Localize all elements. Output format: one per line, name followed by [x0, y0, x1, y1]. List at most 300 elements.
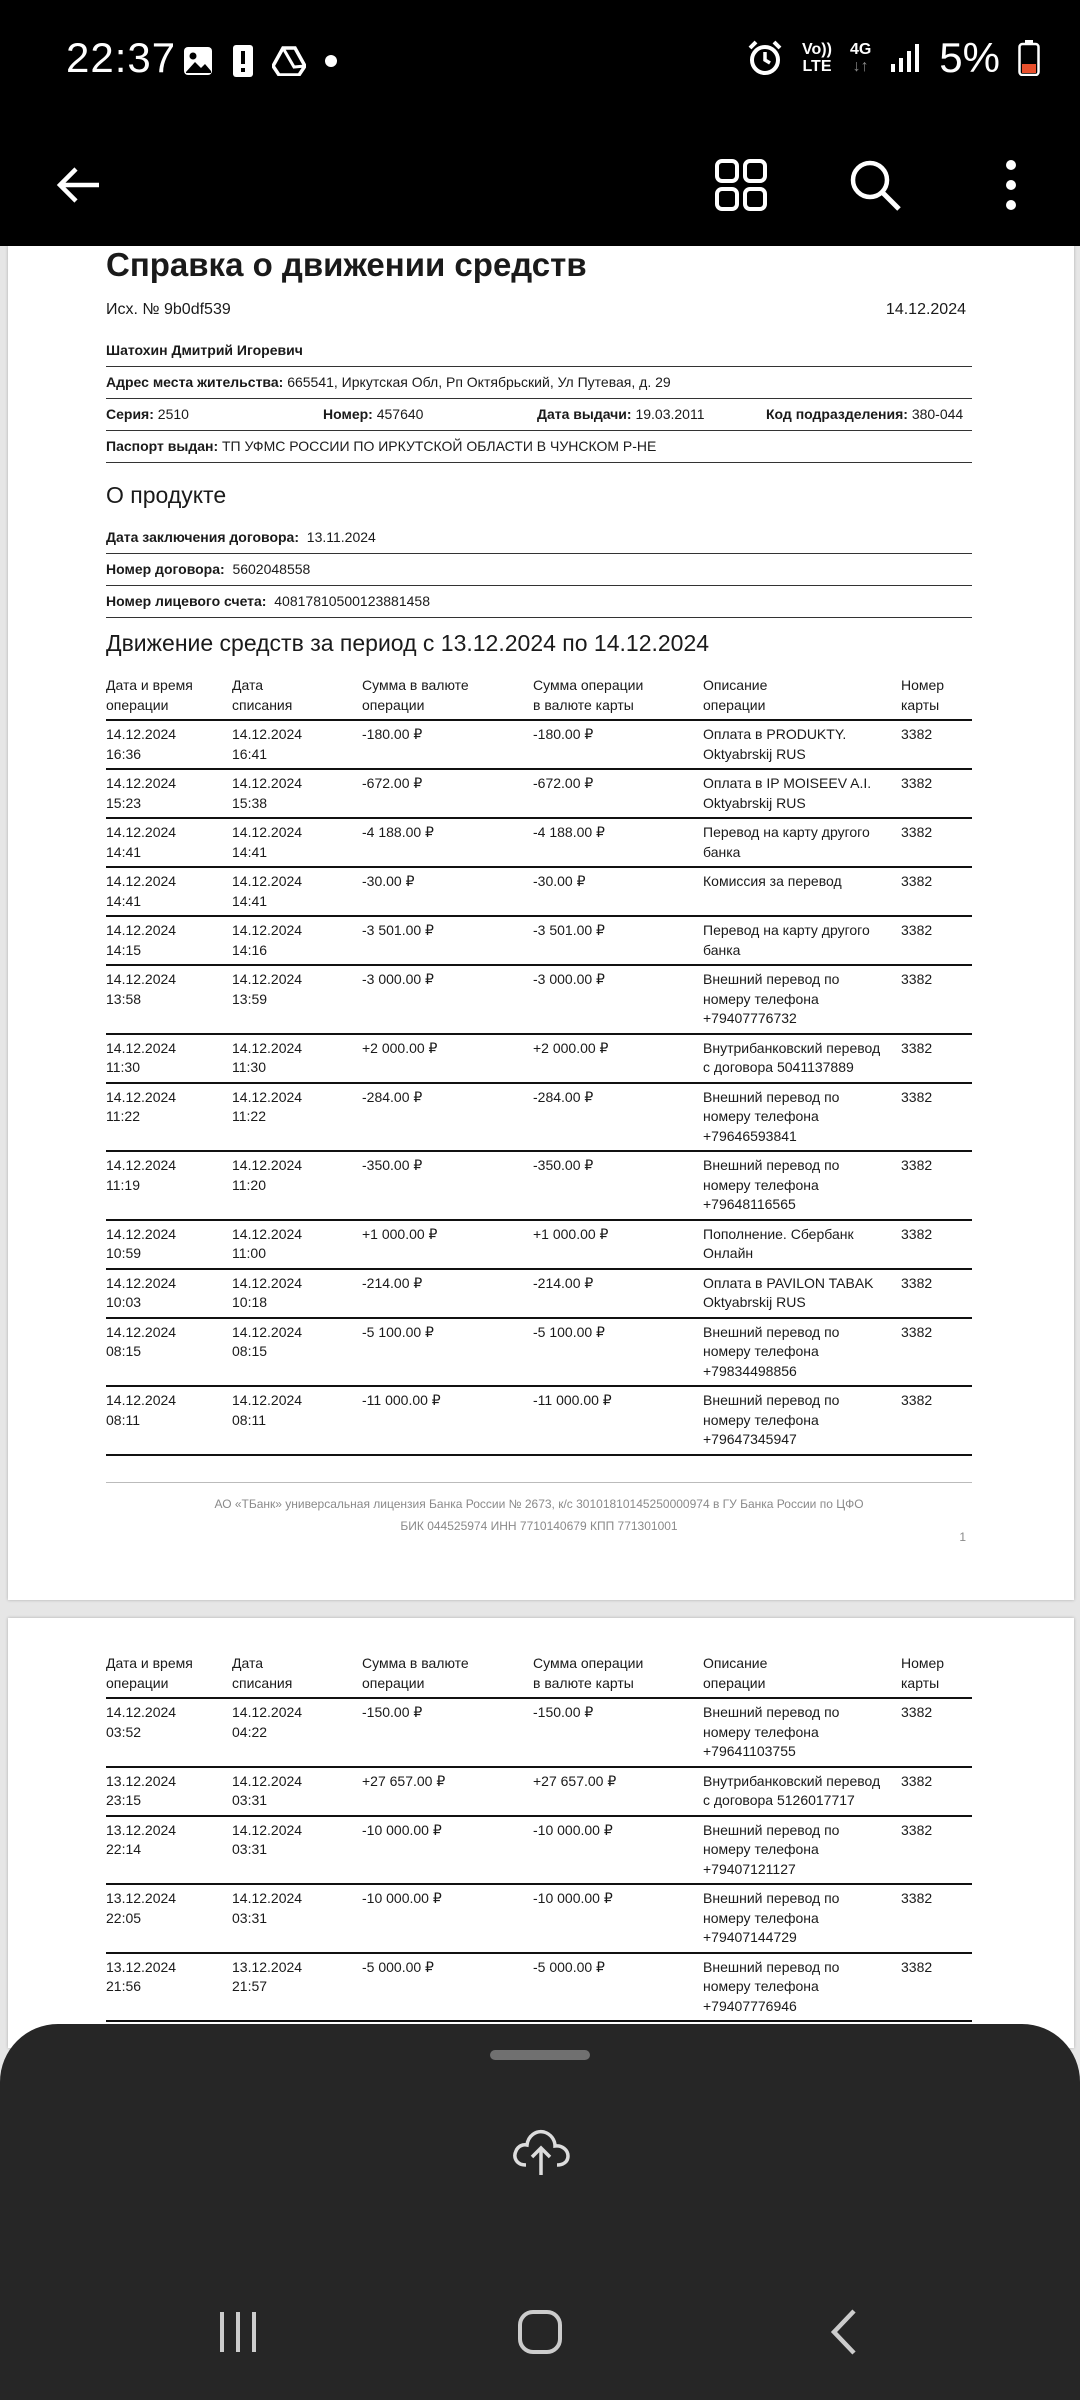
cell-line: 14.12.2024 [232, 1392, 303, 1408]
product-heading: О продукте [106, 482, 227, 508]
column-header-line: операции [106, 696, 169, 713]
alert-icon [232, 44, 254, 78]
cell-line: 13.12.2024 [106, 1772, 177, 1789]
signal-icon [889, 42, 921, 74]
cell-debit-date [232, 965, 362, 1034]
cell-line: номеру телефона [703, 1108, 819, 1124]
column-header-card-number [901, 674, 972, 720]
column-header-line: Сумма операции [533, 1655, 644, 1671]
data-arrows: ↓↑ [852, 58, 869, 75]
cell-line: -30.00 ₽ [533, 873, 586, 889]
cell-line: -3 501.00 ₽ [533, 922, 605, 938]
status-bar [0, 0, 1080, 122]
column-header-line: Дата [232, 1655, 264, 1671]
cell-operation-datetime [106, 1083, 232, 1152]
cell-description [703, 720, 901, 769]
cell-line: 14.12.2024 [232, 922, 303, 938]
column-header-line: операции [362, 1674, 425, 1691]
cell-line: -4 188.00 ₽ [533, 824, 605, 840]
cell-line: 3382 [901, 922, 933, 938]
cell-line: +27 657.00 ₽ [362, 1772, 446, 1789]
cell-line: 11:30 [106, 1059, 140, 1075]
cell-amount-operation-currency [362, 1884, 533, 1953]
table-row [106, 769, 972, 818]
column-header-line: Дата и время [106, 1655, 193, 1671]
status-icons-right [746, 34, 1040, 82]
cell-card-number [901, 1151, 972, 1220]
transactions-table-page-2 [106, 1652, 972, 2048]
cell-amount-card-currency [533, 916, 703, 965]
division-value: 380-044 [911, 406, 964, 422]
column-header-line: списания [232, 1674, 293, 1691]
bottom-sheet [0, 2024, 1080, 2400]
cell-amount-card-currency [533, 1151, 703, 1220]
table-row [106, 1767, 972, 1816]
cell-line: -180.00 ₽ [533, 726, 594, 742]
cell-line: 14:41 [106, 843, 142, 860]
column-header-description [703, 1652, 901, 1698]
cell-line: 14:15 [106, 941, 142, 958]
cell-line: 14.12.2024 [232, 1704, 303, 1720]
cell-line: Oktyabrskij RUS [703, 794, 806, 811]
cell-amount-card-currency [533, 965, 703, 1034]
cell-line: -11 000.00 ₽ [533, 1392, 612, 1408]
cell-line: 14:41 [106, 892, 142, 909]
cell-card-number [901, 867, 972, 916]
cell-line: 10:59 [106, 1245, 142, 1261]
cell-card-number [901, 818, 972, 867]
cell-line: 3382 [901, 1821, 933, 1838]
column-header-amount-operation-currency [362, 674, 533, 720]
home-icon [516, 2308, 564, 2356]
cell-line: 14.12.2024 [106, 1157, 177, 1173]
contract-date-row [106, 522, 972, 554]
account-number-row [106, 586, 972, 618]
cell-description [703, 818, 901, 867]
column-header-line: карты [901, 696, 940, 713]
cell-line: +79641103755 [703, 1743, 796, 1759]
cell-line: 21:56 [106, 1978, 142, 1994]
alarm-icon [746, 39, 784, 77]
contract-number-row [106, 554, 972, 586]
cell-line: -10 000.00 ₽ [362, 1821, 442, 1838]
cell-line: 22:14 [106, 1841, 142, 1857]
cell-line: 13:59 [232, 990, 268, 1007]
cell-debit-date [232, 1884, 362, 1953]
cell-line: -5 000.00 ₽ [362, 1958, 434, 1975]
cell-card-number [901, 1816, 972, 1885]
transactions-table-page-1 [106, 674, 972, 1456]
cell-amount-card-currency [533, 1034, 703, 1083]
table-row [106, 1151, 972, 1220]
cell-operation-datetime [106, 1220, 232, 1269]
table-header-row [106, 674, 972, 720]
cell-operation-datetime [106, 1767, 232, 1816]
cell-line: номеру телефона [703, 1723, 819, 1740]
contract-number-label: Номер договора: [106, 561, 225, 577]
recent-apps-button[interactable] [198, 2292, 278, 2372]
cell-amount-card-currency [533, 1386, 703, 1455]
column-header-line: Дата и время [106, 677, 193, 693]
column-header-line: операции [703, 1674, 766, 1691]
column-header-description [703, 674, 901, 720]
cell-debit-date [232, 1269, 362, 1318]
cell-line: номеру телефона [703, 1841, 819, 1857]
passport-label: Паспорт выдан: [106, 438, 219, 454]
cell-line: 14.12.2024 [232, 1890, 303, 1906]
number-field [323, 406, 537, 430]
cell-line: +79407121127 [703, 1860, 796, 1877]
cell-line: 23:15 [106, 1792, 142, 1808]
cell-debit-date [232, 1816, 362, 1885]
cell-line: -150.00 ₽ [362, 1704, 423, 1720]
cell-line: 14.12.2024 [232, 1225, 303, 1242]
cell-line: 10:18 [232, 1294, 268, 1310]
cell-line: -3 501.00 ₽ [362, 922, 434, 938]
cell-operation-datetime [106, 1816, 232, 1885]
division-field [766, 406, 963, 430]
4g-icon [850, 41, 871, 75]
cell-line: -350.00 ₽ [533, 1157, 594, 1173]
cell-line: номеру телефона [703, 1978, 819, 1994]
cell-line: 3382 [901, 1274, 933, 1291]
document-date: 14.12.2024 [885, 301, 966, 318]
cell-line: 14.12.2024 [106, 1392, 177, 1408]
cell-amount-operation-currency [362, 769, 533, 818]
cell-debit-date [232, 1953, 362, 2022]
cell-operation-datetime [106, 769, 232, 818]
cell-operation-datetime [106, 1953, 232, 2022]
cell-card-number [901, 1318, 972, 1387]
column-header-line: в валюте карты [533, 696, 634, 713]
division-label: Код подразделения: [766, 406, 908, 422]
column-header-line: Номер [901, 1655, 945, 1671]
cell-description [703, 1953, 901, 2022]
cell-line: 14.12.2024 [232, 1772, 303, 1789]
cell-debit-date [232, 1767, 362, 1816]
cell-line: 11:22 [106, 1108, 140, 1124]
cell-amount-card-currency [533, 1767, 703, 1816]
cell-description [703, 1151, 901, 1220]
column-header-line: операции [106, 1674, 169, 1691]
cell-operation-datetime [106, 1698, 232, 1767]
cell-line: 3382 [901, 1039, 933, 1056]
cell-line: -5 100.00 ₽ [362, 1323, 434, 1340]
cell-line: 14.12.2024 [106, 873, 177, 889]
cell-line: 14.12.2024 [106, 1274, 177, 1291]
cell-card-number [901, 720, 972, 769]
net-label: 4G [849, 41, 872, 58]
back-arrow-icon [54, 160, 104, 210]
cell-line: Внутрибанковский перевод [703, 1772, 881, 1789]
cell-line: 14.12.2024 [232, 1088, 303, 1105]
column-header-amount-card-currency [533, 674, 703, 720]
cell-amount-operation-currency [362, 1318, 533, 1387]
cell-line: 21:57 [232, 1978, 268, 1994]
cell-operation-datetime [106, 1386, 232, 1455]
cell-line: -180.00 ₽ [362, 726, 423, 742]
more-options-button[interactable] [976, 150, 1046, 220]
cell-debit-date [232, 720, 362, 769]
cell-line: 3382 [901, 1392, 933, 1408]
cell-line: 11:20 [232, 1176, 266, 1193]
cell-line: +79834498856 [703, 1362, 797, 1379]
cell-line: 14.12.2024 [232, 775, 303, 791]
volte-bottom-label: LTE [802, 58, 832, 75]
cell-amount-card-currency [533, 1884, 703, 1953]
cell-line: 03:31 [232, 1841, 268, 1857]
sheet-drag-handle[interactable] [490, 2050, 590, 2060]
cell-amount-operation-currency [362, 1767, 533, 1816]
battery-percent: 5% [939, 34, 1000, 81]
cell-line: 11:00 [232, 1245, 266, 1261]
cell-description [703, 1386, 901, 1455]
cell-line: 04:22 [232, 1723, 268, 1740]
search-button[interactable] [840, 150, 910, 220]
footer-line-1: АО «ТБанк» универсальная лицензия Банка России № 2673, к/с 30101810145250000974 в ГУ Банка России по ЦФО [214, 1497, 864, 1511]
cell-line: 3382 [901, 873, 933, 889]
table-body [106, 1698, 972, 2048]
movement-heading: Движение средств за период с 13.12.2024 по 14.12.2024 [106, 630, 710, 656]
cell-card-number [901, 1269, 972, 1318]
column-header-amount-card-currency [533, 1652, 703, 1698]
contract-date-value: 13.11.2024 [306, 529, 376, 545]
cell-line: 08:15 [232, 1343, 268, 1359]
cell-amount-operation-currency [362, 1083, 533, 1152]
cell-card-number [901, 1083, 972, 1152]
passport-value: ТП УФМС РОССИИ ПО ИРКУТСКОЙ ОБЛАСТИ В ЧУНСКОМ Р-НЕ [222, 438, 657, 454]
cloud-upload-icon [510, 2125, 572, 2177]
column-header-line: Сумма в валюте [362, 1655, 469, 1671]
table-row [106, 1953, 972, 2022]
cell-line: 3382 [901, 1088, 933, 1105]
account-label: Номер лицевого счета: [106, 593, 267, 609]
cell-line: 14.12.2024 [106, 775, 177, 791]
cell-line: 14:41 [232, 892, 268, 909]
cell-line: -3 000.00 ₽ [362, 971, 434, 987]
cell-line: -672.00 ₽ [362, 775, 423, 791]
cell-operation-datetime [106, 1884, 232, 1953]
cell-operation-datetime [106, 965, 232, 1034]
table-row [106, 1269, 972, 1318]
table-row [106, 1698, 972, 1767]
grid-view-button[interactable] [706, 150, 776, 220]
cell-amount-operation-currency [362, 1698, 533, 1767]
cell-amount-operation-currency [362, 1151, 533, 1220]
cell-line: 15:38 [232, 794, 268, 811]
column-header-line: Описание [703, 1655, 768, 1671]
upload-button[interactable] [506, 2116, 576, 2186]
number-label: Номер: [323, 406, 373, 422]
cell-debit-date [232, 769, 362, 818]
cell-line: -5 100.00 ₽ [533, 1323, 605, 1340]
cell-line: 14.12.2024 [106, 922, 177, 938]
cell-line: 14.12.2024 [106, 1039, 177, 1056]
app-toolbar [0, 122, 1080, 246]
cell-line: -30.00 ₽ [362, 873, 415, 889]
cell-card-number [901, 769, 972, 818]
cell-card-number [901, 916, 972, 965]
cell-amount-card-currency [533, 769, 703, 818]
table-row [106, 916, 972, 965]
cell-debit-date [232, 867, 362, 916]
table-body [106, 720, 972, 1455]
cell-line: Внешний перевод по [703, 971, 840, 987]
page-number: 1 [959, 1530, 966, 1544]
cell-line: номеру телефона [703, 1343, 819, 1359]
cell-debit-date [232, 1083, 362, 1152]
cell-line: -10 000.00 ₽ [533, 1821, 613, 1838]
document-title: Справка о движении средств [106, 246, 587, 283]
cell-operation-datetime [106, 720, 232, 769]
cell-card-number [901, 1698, 972, 1767]
address-label: Адрес места жительства: [106, 374, 284, 390]
cell-line: Внешний перевод по [703, 1821, 840, 1838]
cell-line: -214.00 ₽ [533, 1274, 594, 1291]
cell-line: 03:52 [106, 1723, 142, 1740]
table-row [106, 1034, 972, 1083]
cell-debit-date [232, 1151, 362, 1220]
cell-card-number [901, 1767, 972, 1816]
cell-card-number [901, 1386, 972, 1455]
cell-line: 3382 [901, 824, 933, 840]
cell-description [703, 1884, 901, 1953]
cell-amount-card-currency [533, 1953, 703, 2022]
cell-line: +79646593841 [703, 1127, 797, 1144]
cell-amount-card-currency [533, 1269, 703, 1318]
cell-line: 3382 [901, 971, 933, 987]
cell-debit-date [232, 1698, 362, 1767]
cell-line: +1 000.00 ₽ [362, 1225, 438, 1242]
cell-line: -11 000.00 ₽ [362, 1392, 441, 1408]
column-header-line: Описание [703, 677, 768, 693]
cell-line: Оплата в PAVILON TABAK [703, 1274, 874, 1291]
cell-amount-operation-currency [362, 1034, 533, 1083]
cell-line: +1 000.00 ₽ [533, 1225, 609, 1242]
cell-line: 14.12.2024 [232, 1157, 303, 1173]
table-header [106, 1652, 972, 1698]
cell-description [703, 1698, 901, 1767]
back-button[interactable] [44, 150, 114, 220]
cell-line: Оплата в PRODUKTY. [703, 726, 847, 742]
system-back-button[interactable] [804, 2292, 884, 2372]
volte-icon [802, 41, 832, 75]
cell-line: банка [703, 843, 741, 860]
cell-line: -284.00 ₽ [533, 1088, 594, 1105]
series-label: Серия: [106, 406, 154, 422]
cell-line: 14.12.2024 [232, 1039, 303, 1056]
table-row [106, 1386, 972, 1455]
cell-line: номеру телефона [703, 1909, 819, 1926]
cell-line: Внешний перевод по [703, 1157, 840, 1173]
home-button[interactable] [500, 2292, 580, 2372]
cell-line: 08:15 [106, 1343, 142, 1359]
cell-amount-card-currency [533, 1083, 703, 1152]
cell-line: Внешний перевод по [703, 1088, 840, 1105]
column-header-card-number [901, 1652, 972, 1698]
cell-line: -284.00 ₽ [362, 1088, 423, 1105]
table-row [106, 818, 972, 867]
cell-line: 14.12.2024 [106, 1704, 177, 1720]
cell-amount-operation-currency [362, 1220, 533, 1269]
cell-line: Внешний перевод по [703, 1323, 840, 1340]
cell-card-number [901, 1034, 972, 1083]
volte-top-label: Vo)) [802, 41, 832, 58]
cell-line: 13.12.2024 [232, 1958, 303, 1975]
cell-line: -10 000.00 ₽ [362, 1890, 442, 1906]
cell-line: 22:05 [106, 1909, 142, 1926]
cell-debit-date [232, 1220, 362, 1269]
footer-line-2: БИК 044525974 ИНН 7710140679 КПП 771301001 [400, 1519, 678, 1533]
cell-description [703, 769, 901, 818]
cell-line: 14.12.2024 [106, 726, 177, 742]
issue-date-value: 19.03.2011 [635, 406, 705, 422]
table-header [106, 674, 972, 720]
cell-amount-operation-currency [362, 1269, 533, 1318]
cell-line: 11:19 [106, 1176, 140, 1193]
table-row [106, 965, 972, 1034]
cell-line: +79407776732 [703, 1010, 797, 1026]
cell-card-number [901, 1884, 972, 1953]
column-header-debit-date [232, 674, 362, 720]
cell-line: номеру телефона [703, 990, 819, 1007]
cell-amount-card-currency [533, 818, 703, 867]
cell-line: 14.12.2024 [232, 1274, 303, 1291]
column-header-line: Сумма операции [533, 677, 644, 693]
column-header-line: Номер [901, 677, 945, 693]
cell-operation-datetime [106, 867, 232, 916]
cell-line: -350.00 ₽ [362, 1157, 423, 1173]
cell-card-number [901, 965, 972, 1034]
cell-line: 3382 [901, 1890, 933, 1906]
cell-line: -4 188.00 ₽ [362, 824, 434, 840]
number-value: 457640 [376, 406, 424, 422]
cell-line: 3382 [901, 775, 933, 791]
cell-line: Оплата в IP MOISEEV A.I. [703, 775, 872, 791]
cell-line: 14:41 [232, 843, 268, 860]
cell-line: 03:31 [232, 1909, 268, 1926]
cell-amount-card-currency [533, 1220, 703, 1269]
series-field [106, 406, 323, 430]
battery-icon [1018, 40, 1040, 76]
column-header-line: в валюте карты [533, 1674, 634, 1691]
cell-debit-date [232, 916, 362, 965]
cell-card-number [901, 1953, 972, 2022]
cell-line: -5 000.00 ₽ [533, 1958, 605, 1975]
cell-line: Перевод на карту другого [703, 922, 870, 938]
cell-line: 08:11 [106, 1411, 140, 1428]
column-header-operation-datetime [106, 674, 232, 720]
cell-debit-date [232, 1386, 362, 1455]
cell-line: 13:58 [106, 990, 142, 1007]
drive-icon [272, 46, 306, 76]
status-time: 22:37 [66, 34, 177, 81]
cell-operation-datetime [106, 916, 232, 965]
address-value: 665541, Иркутская Обл, Рп Октябрьский, Ул Путевая, д. 29 [287, 374, 671, 390]
cell-line: +79407144729 [703, 1929, 797, 1945]
address-row [106, 367, 972, 399]
column-header-operation-datetime [106, 1652, 232, 1698]
cell-amount-operation-currency [362, 1816, 533, 1885]
cell-line: Онлайн [703, 1245, 754, 1261]
table-row [106, 1884, 972, 1953]
table-row [106, 1816, 972, 1885]
cell-line: -672.00 ₽ [533, 775, 594, 791]
cell-line: 16:36 [106, 745, 142, 762]
holder-name-row [106, 335, 972, 367]
cell-amount-operation-currency [362, 720, 533, 769]
cell-line: Комиссия за перевод [703, 873, 842, 889]
